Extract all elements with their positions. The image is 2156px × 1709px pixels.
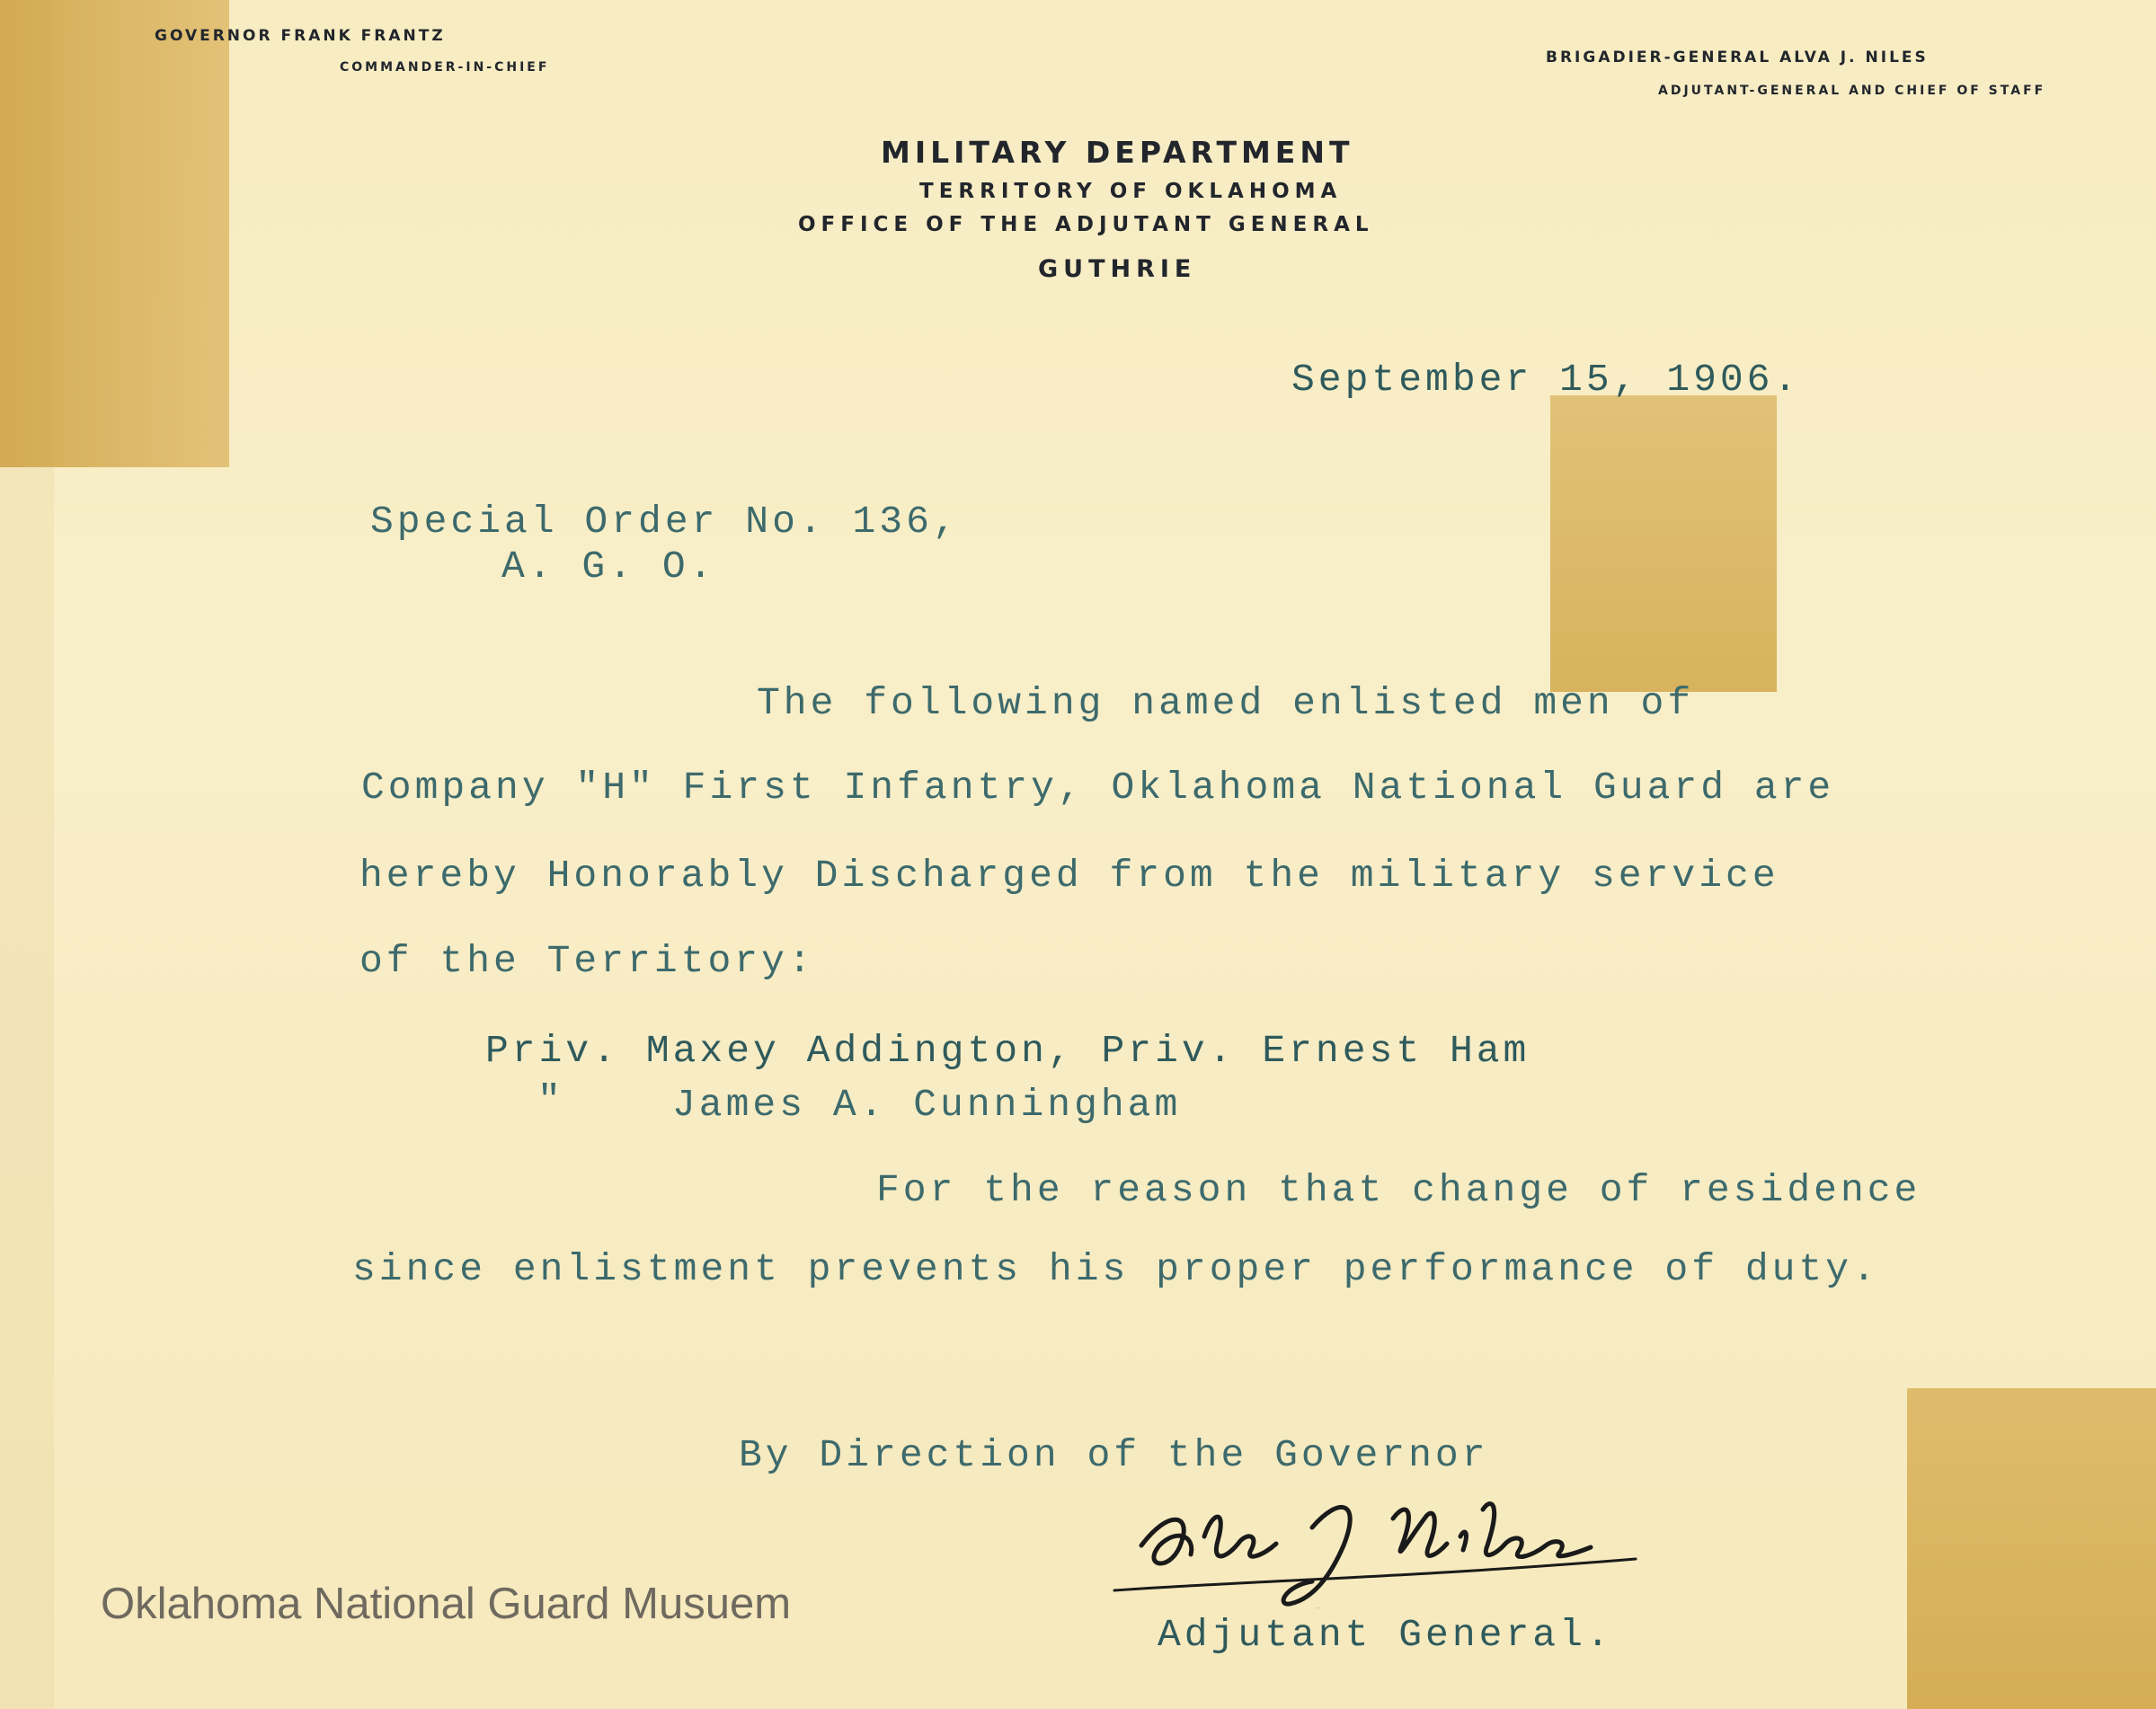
letter-date: September 15, 1906. xyxy=(1291,358,1801,402)
closing-line: By Direction of the Governor xyxy=(739,1433,1489,1477)
names-line-1: Priv. Maxey Addington, Priv. Ernest Ham xyxy=(485,1029,1530,1073)
museum-watermark: Oklahoma National Guard Musuem xyxy=(101,1580,792,1628)
names-line-2: James A. Cunningham xyxy=(672,1083,1182,1127)
signature xyxy=(1105,1492,1645,1617)
reason-line-1: For the reason that change of residence xyxy=(876,1168,1921,1212)
letterhead-city: GUTHRIE xyxy=(1038,255,1197,283)
ditto-mark: " xyxy=(537,1078,564,1122)
signature-title: Adjutant General. xyxy=(1158,1613,1613,1657)
governor-name: GOVERNOR FRANK FRANTZ xyxy=(155,27,446,45)
body-line-4: of the Territory: xyxy=(359,939,815,983)
signature-name: Alva J. Niles xyxy=(1315,1608,1321,1609)
governor-title: COMMANDER-IN-CHIEF xyxy=(340,60,550,75)
tape-middle xyxy=(1550,395,1777,692)
tape-top-left xyxy=(0,0,229,467)
body-line-3: hereby Honorably Discharged from the military service xyxy=(359,854,1779,898)
reason-line-2: since enlistment prevents his proper performance of duty. xyxy=(352,1247,1879,1291)
letterhead-office: OFFICE OF THE ADJUTANT GENERAL xyxy=(798,213,1374,236)
general-name: BRIGADIER-GENERAL ALVA J. NILES xyxy=(1546,49,1929,66)
letterhead-department: MILITARY DEPARTMENT xyxy=(881,135,1354,170)
special-order-number: Special Order No. 136, xyxy=(370,500,960,544)
order-office: A. G. O. xyxy=(501,545,716,589)
body-line-2: Company "H" First Infantry, Oklahoma National Guard are xyxy=(361,766,1835,810)
general-title: ADJUTANT-GENERAL AND CHIEF OF STAFF xyxy=(1658,84,2046,98)
letterhead-territory: TERRITORY OF OKLAHOMA xyxy=(919,180,1343,203)
body-line-1: The following named enlisted men of xyxy=(757,681,1695,725)
tape-bottom-right xyxy=(1907,1388,2156,1709)
